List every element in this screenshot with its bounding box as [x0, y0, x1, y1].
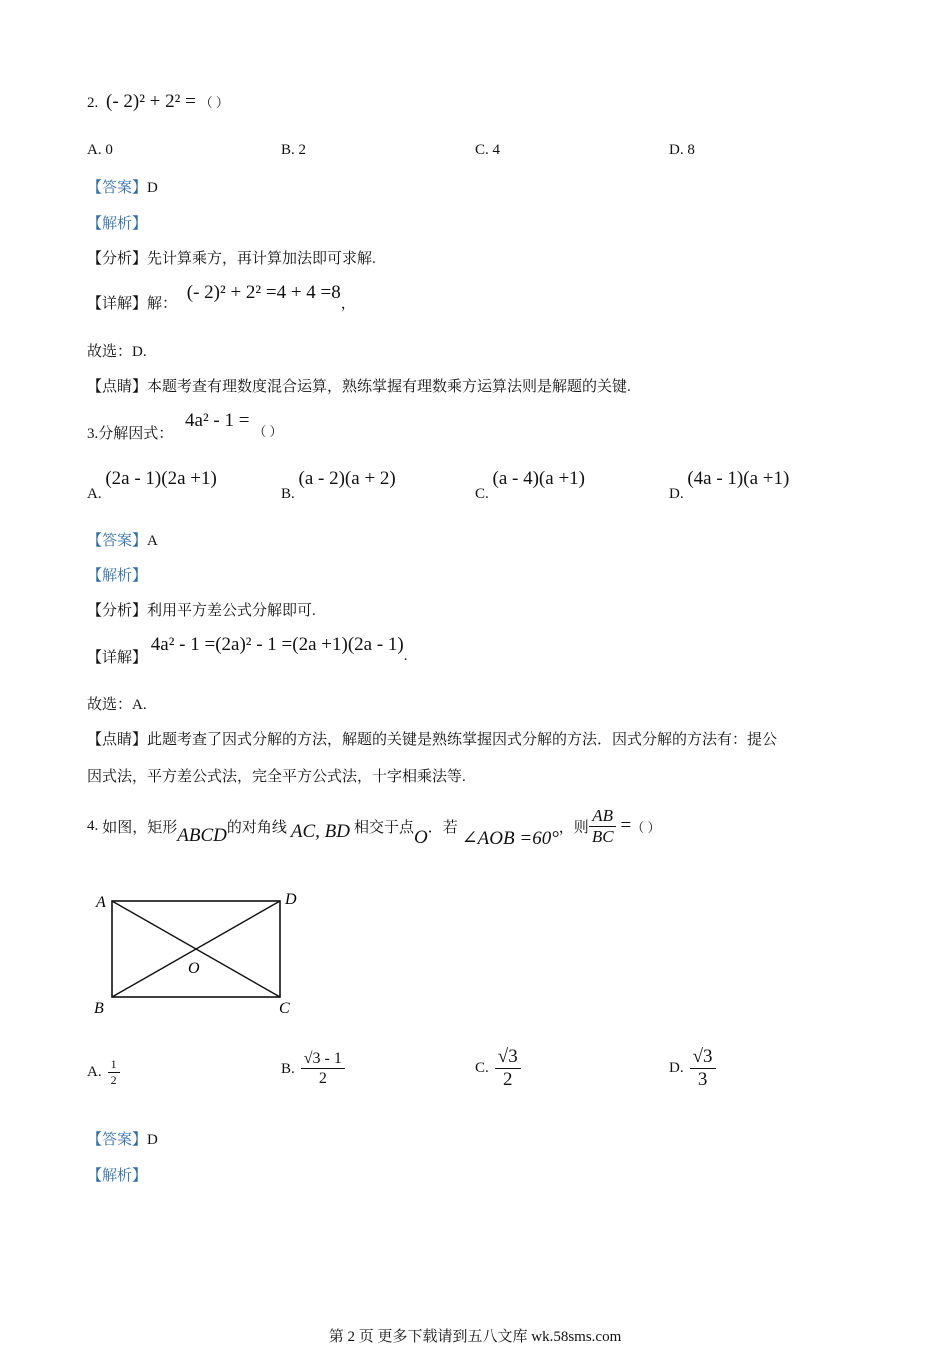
- q4-option-c: [475, 1046, 521, 1092]
- q4-option-d: [669, 1046, 716, 1092]
- q2-number: 2.: [87, 95, 99, 111]
- fraction-denominator: 2: [318, 1070, 327, 1088]
- detail-expression: 4a² - 1 =(2a)² - 1 =(2a +1)(2a - 1): [150, 634, 404, 655]
- option-value: 2: [298, 142, 307, 158]
- fraction-numerator: √3: [495, 1046, 521, 1069]
- q2-expression: (- 2)² + 2² =: [106, 91, 196, 112]
- q3-stem: [87, 410, 283, 442]
- q2-option-b: [281, 142, 306, 159]
- option-label: B.: [281, 142, 295, 158]
- ratio-numerator: AB: [589, 806, 616, 827]
- q3-paren: （ ）: [253, 424, 283, 439]
- dianjing-tag: 【点睛】: [87, 732, 148, 748]
- q3-option-d: [669, 468, 790, 502]
- ratio-denominator: BC: [591, 826, 614, 846]
- q4-answer: [87, 1128, 158, 1149]
- option-value: 0: [105, 142, 113, 158]
- q3-dianjing-line1: [87, 728, 777, 749]
- q3-fenxi: [87, 599, 316, 620]
- option-label: A.: [87, 1064, 102, 1081]
- fraction-numerator: 1: [108, 1058, 120, 1073]
- q3-expression: 4a² - 1 =: [185, 410, 250, 431]
- option-fraction: [690, 1046, 716, 1092]
- answer-value: D: [147, 180, 158, 196]
- dianjing-tag: 【点睛】: [87, 379, 148, 395]
- answer-tag: 【答案】: [87, 180, 148, 196]
- q4-option-b: [281, 1050, 345, 1089]
- option-label: D.: [669, 486, 684, 502]
- option-fraction: [495, 1046, 521, 1092]
- option-value: (2a - 1)(2a +1): [105, 468, 217, 489]
- q4-stem-b: 的对角线: [226, 819, 287, 836]
- dianjing-text: 此题考查了因式分解的方法，解题的关键是熟练掌握因式分解的方法．因式分解的方法有：提公: [147, 732, 778, 748]
- detail-tag: 【详解】: [87, 650, 148, 666]
- answer-value: A: [147, 533, 158, 549]
- q2-paren: （ ）: [199, 95, 229, 110]
- answer-tag: 【答案】: [87, 1132, 148, 1148]
- option-label: D.: [669, 1060, 684, 1077]
- q3-choose: 故选：A.: [87, 697, 147, 713]
- answer-value: D: [147, 1132, 158, 1148]
- label-b: B: [94, 1000, 104, 1017]
- q4-angle: ∠AOB =60°: [461, 827, 559, 849]
- dianjing-text: 本题考查有理数度混合运算，熟练掌握有理数乘方运算法则是解题的关键.: [147, 379, 631, 395]
- fraction-denominator: 2: [110, 1072, 117, 1087]
- option-label: A.: [87, 486, 102, 502]
- q2-option-d: [669, 142, 695, 159]
- option-label: B.: [281, 1060, 295, 1077]
- q3-answer: [87, 529, 158, 550]
- fenxi-text: 利用平方差公式分解即可.: [147, 603, 316, 619]
- q3-analysis-tag: 【解析】: [87, 568, 148, 584]
- q4-ratio-fraction: [589, 806, 617, 847]
- page-footer: 第 2 页 更多下载请到五八文库 wk.58sms.com: [328, 1329, 622, 1345]
- q4-stem-c: 相交于点: [354, 819, 415, 836]
- q4-diagonals: AC, BD: [290, 821, 350, 843]
- option-value: (a - 2)(a + 2): [298, 468, 396, 489]
- option-fraction: [301, 1050, 345, 1089]
- q3-stem-text: 分解因式：: [98, 426, 174, 442]
- q4-stem-e: ，则: [558, 819, 589, 836]
- q3-dianjing-line2: 因式法，平方差公式法，完全平方公式法，十字相乘法等.: [87, 769, 466, 785]
- q4-paren: （ ）: [631, 819, 661, 835]
- q2-analysis-tag: 【解析】: [87, 216, 148, 232]
- fraction-numerator: √3: [690, 1046, 716, 1069]
- q4-rect-name: ABCD: [177, 825, 227, 847]
- label-d: D: [285, 891, 297, 908]
- option-label: C.: [475, 1060, 489, 1077]
- q3-detail: [87, 634, 408, 666]
- detail-tag: 【详解】: [87, 296, 148, 312]
- fenxi-tag: 【分析】: [87, 251, 148, 267]
- q4-stem-a: 如图，矩形: [102, 819, 178, 836]
- option-value: (a - 4)(a +1): [492, 468, 585, 489]
- q2-detail: [87, 282, 356, 312]
- q4-equals: =: [620, 815, 632, 837]
- q2-dianjing: [87, 375, 631, 396]
- q3-option-a: [87, 468, 217, 502]
- option-label: A.: [87, 142, 102, 158]
- q4-stem-d: ．若: [427, 819, 458, 836]
- q2-answer: [87, 176, 158, 197]
- detail-prefix: 解：: [147, 296, 178, 312]
- q4-number: 4.: [87, 817, 99, 834]
- q2-option-a: [87, 142, 113, 159]
- fenxi-text: 先计算乘方，再计算加法即可求解.: [147, 251, 376, 267]
- label-o: O: [188, 960, 200, 977]
- q3-option-b: [281, 468, 396, 502]
- q3-number: 3.: [87, 426, 99, 442]
- q2-stem: [87, 91, 229, 113]
- q2-choose: 故选：D.: [87, 344, 147, 360]
- detail-expression: (- 2)² + 2² =4 + 4 =8: [186, 282, 341, 303]
- fraction-denominator: 3: [697, 1068, 708, 1090]
- detail-suffix: .: [403, 648, 408, 664]
- q4-option-a: [87, 1058, 120, 1087]
- q4-point: O: [414, 827, 428, 849]
- option-label: C.: [475, 142, 489, 158]
- detail-suffix: ，: [340, 296, 356, 312]
- option-value: (4a - 1)(a +1): [687, 468, 790, 489]
- q3-option-c: [475, 468, 585, 502]
- q4-analysis-tag: 【解析】: [87, 1168, 148, 1184]
- q4-rectangle-figure: [85, 885, 315, 1025]
- fenxi-tag: 【分析】: [87, 603, 148, 619]
- option-label: D.: [669, 142, 684, 158]
- label-a: A: [96, 894, 106, 911]
- fraction-denominator: 2: [502, 1068, 513, 1090]
- option-label: B.: [281, 486, 295, 502]
- option-value: 4: [492, 142, 501, 158]
- answer-tag: 【答案】: [87, 533, 148, 549]
- label-c: C: [279, 1000, 290, 1017]
- q4-stem: [87, 806, 661, 847]
- fraction-numerator: √3 - 1: [301, 1050, 345, 1069]
- q2-option-c: [475, 142, 500, 159]
- option-value: 8: [687, 142, 695, 158]
- option-label: C.: [475, 486, 489, 502]
- option-fraction: [108, 1058, 120, 1087]
- q2-fenxi: [87, 247, 376, 268]
